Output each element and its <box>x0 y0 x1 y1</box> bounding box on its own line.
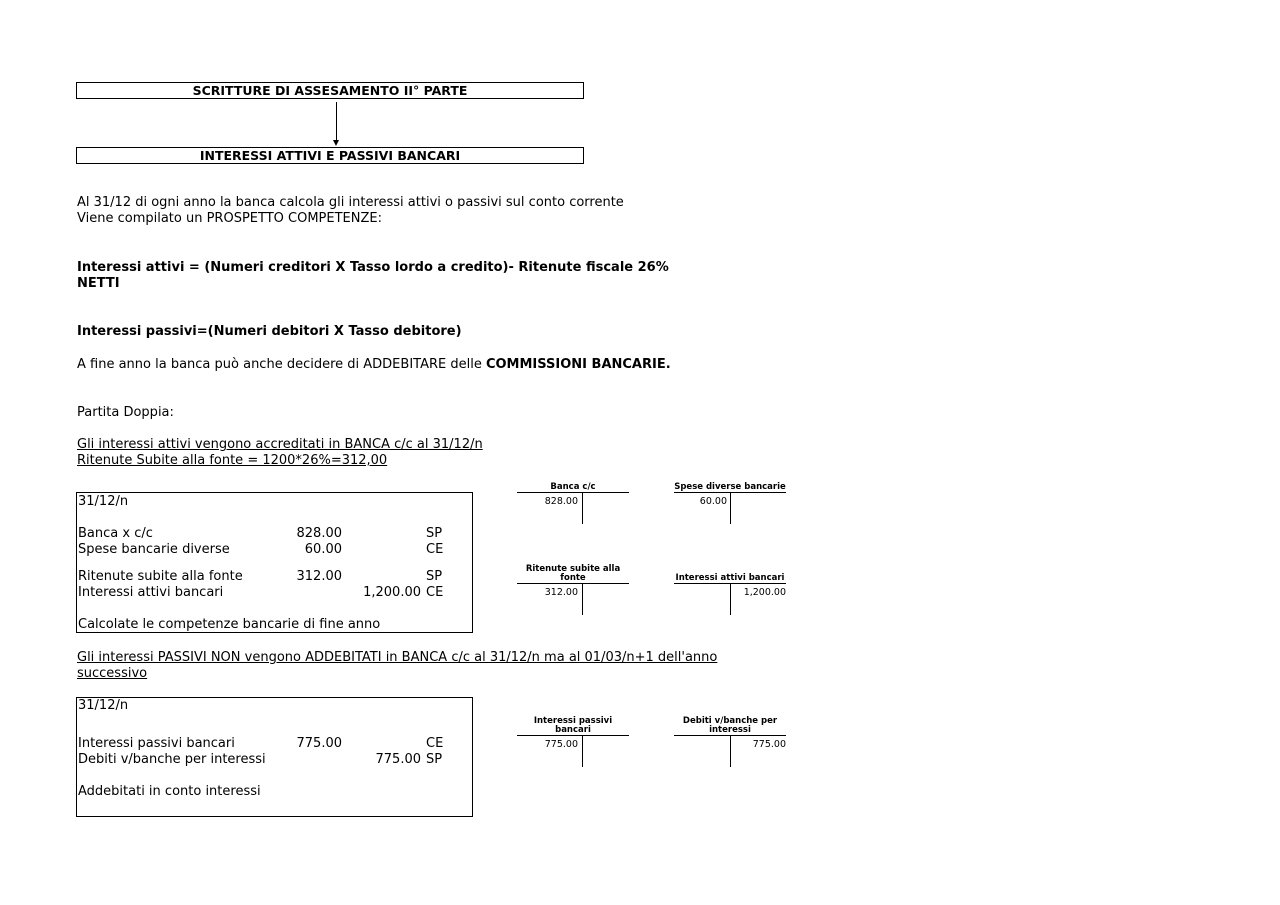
t-account-title: Debiti v/banche per interessi <box>682 716 778 735</box>
journal-entry-2 <box>76 697 473 817</box>
entry-type: SP <box>426 752 443 767</box>
t-account-debit: 775.00 <box>544 739 578 750</box>
entry-account: Spese bancarie diverse <box>78 542 230 557</box>
t-account-credit: 1,200.00 <box>743 587 786 598</box>
t-account-title: Interessi passivi bancari <box>533 716 613 735</box>
intro-line-1: Al 31/12 di ogni anno la banca calcola gli interessi attivi o passivi sul conto corrente <box>77 195 624 210</box>
commissioni-text <box>77 357 671 373</box>
t-account-title: Banca c/c <box>550 482 596 492</box>
entry-type: CE <box>426 585 444 600</box>
t-account-debit: 312.00 <box>544 587 578 598</box>
entry-account: Banca x c/c <box>78 526 153 541</box>
entry-dare: 60.00 <box>304 542 342 557</box>
commissioni-prefix: A fine anno la banca può anche decidere di ADDEBITARE delle <box>77 357 486 372</box>
entry-note: Addebitati in conto interessi <box>78 784 261 799</box>
t-account-vline <box>582 492 583 524</box>
entry-type: SP <box>426 569 443 584</box>
entry-dare: 828.00 <box>296 526 342 541</box>
entry-date: 31/12/n <box>78 698 129 713</box>
t-account-ritenute <box>517 563 629 583</box>
entry-type: SP <box>426 526 443 541</box>
t-account-vline <box>582 735 583 767</box>
t-account-title: Spese diverse bancarie <box>674 482 786 492</box>
entry-note: Calcolate le competenze bancarie di fine anno <box>78 617 381 632</box>
title-interessi: INTERESSI ATTIVI E PASSIVI BANCARI <box>76 147 584 164</box>
entry-account: Ritenute subite alla fonte <box>78 569 243 584</box>
entry-avere: 775.00 <box>375 752 421 767</box>
section1-heading-2: Ritenute Subite alla fonte = 1200*26%=312,00 <box>77 453 388 468</box>
t-account-title: Ritenute subite alla fonte <box>525 564 621 583</box>
t-account-debit: 828.00 <box>544 496 578 507</box>
entry-date: 31/12/n <box>78 494 129 509</box>
entry-dare: 775.00 <box>296 736 342 751</box>
t-account-interessi-passivi <box>517 715 629 735</box>
t-account-credit: 775.00 <box>752 739 786 750</box>
t-account-spese <box>674 480 786 492</box>
t-account-debiti-banche <box>674 715 786 735</box>
t-account-banca <box>517 480 629 492</box>
t-account-hline <box>517 583 629 584</box>
entry-account: Debiti v/banche per interessi <box>78 752 266 767</box>
title-scritture: SCRITTURE DI ASSESAMENTO II° PARTE <box>76 82 584 99</box>
t-account-hline <box>517 735 629 736</box>
entry-account: Interessi attivi bancari <box>78 585 224 600</box>
entry-dare: 312.00 <box>296 569 342 584</box>
entry-avere: 1,200.00 <box>363 585 421 600</box>
section2-heading-2: successivo <box>77 666 148 681</box>
journal-entry-1 <box>76 492 473 633</box>
formula-attivi: Interessi attivi = (Numeri creditori X Tasso lordo a credito)- Ritenute fiscale 26% <box>77 260 669 275</box>
t-account-hline <box>517 492 629 493</box>
section2-heading-1: Gli interessi PASSIVI NON vengono ADDEBITATI in BANCA c/c al 31/12/n ma al 01/03/n+1 dell'anno <box>77 650 718 665</box>
t-account-title: Interessi attivi bancari <box>675 573 785 583</box>
intro-line-2: Viene compilato un PROSPETTO COMPETENZE: <box>77 211 382 226</box>
commissioni-bold: COMMISSIONI BANCARIE. <box>485 357 671 372</box>
arrow-connector <box>336 102 337 142</box>
formula-passivi: Interessi passivi=(Numeri debitori X Tasso debitore) <box>77 324 462 339</box>
t-account-vline <box>582 583 583 615</box>
t-account-debit: 60.00 <box>699 496 727 507</box>
entry-type: CE <box>426 736 444 751</box>
t-account-vline <box>730 492 731 524</box>
arrow-down-icon <box>333 140 339 146</box>
t-account-vline <box>730 583 731 615</box>
t-account-interessi-attivi <box>674 571 786 583</box>
entry-account: Interessi passivi bancari <box>78 736 235 751</box>
entry-type: CE <box>426 542 444 557</box>
partita-doppia-label: Partita Doppia: <box>77 405 174 420</box>
formula-attivi-netti: NETTI <box>77 276 120 291</box>
t-account-vline <box>730 735 731 767</box>
section1-heading-1: Gli interessi attivi vengono accreditati in BANCA c/c al 31/12/n <box>77 437 483 452</box>
